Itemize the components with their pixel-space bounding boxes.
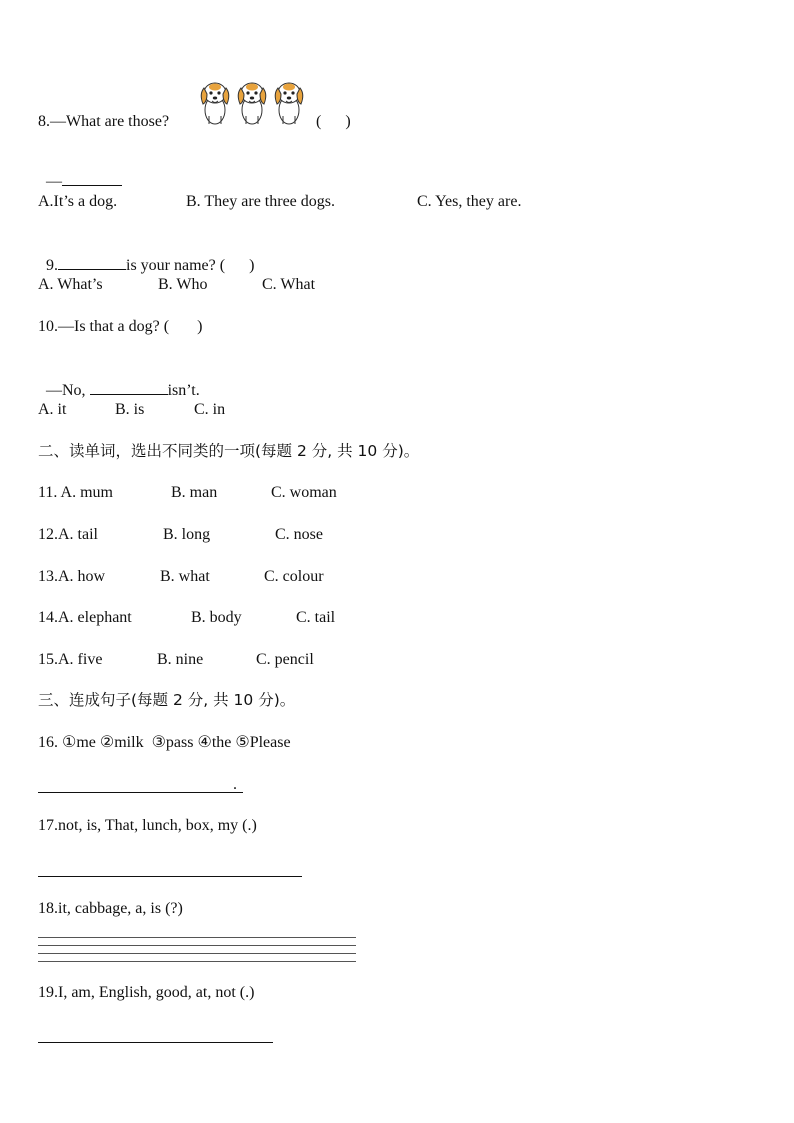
q8-paren: ( ) <box>316 113 351 130</box>
q9-option-c: C. What <box>262 276 316 293</box>
q8-answer-blank[interactable] <box>62 170 122 186</box>
q8-answer <box>38 150 122 192</box>
q16-period: . <box>233 776 237 793</box>
q15-option-a: 15.A. five <box>38 651 103 668</box>
q8-prompt: 8.—What are those? <box>38 113 170 130</box>
q8-option-a: A.It’s a dog. <box>38 193 118 210</box>
q9-option-b: B. Who <box>158 276 208 293</box>
q17-prompt: 17.not, is, That, lunch, box, my (.) <box>38 817 257 834</box>
q19-answer-line[interactable] <box>38 1042 273 1043</box>
q14-option-c: C. tail <box>296 609 336 626</box>
q16-answer-line[interactable] <box>38 792 243 793</box>
q15-option-c: C. pencil <box>256 651 314 668</box>
q9-option-a: A. What’s <box>38 276 103 293</box>
q12-option-b: B. long <box>163 526 211 543</box>
q13-option-a: 13.A. how <box>38 568 106 585</box>
q11-option-c: C. woman <box>271 484 337 501</box>
q14-option-a: 14.A. elephant <box>38 609 132 626</box>
q18-writing-line-1[interactable] <box>38 937 356 938</box>
q10-prompt: 10.—Is that a dog? ( ) <box>38 318 203 335</box>
q10-answer <box>38 359 200 401</box>
q15-option-b: B. nine <box>157 651 204 668</box>
q10-option-c: C. in <box>194 401 226 418</box>
q9-prompt <box>38 234 254 276</box>
q18-writing-line-2[interactable] <box>38 945 356 946</box>
q10-answer-suffix: isn’t. <box>167 382 200 399</box>
q10-option-a: A. it <box>38 401 67 418</box>
q10-option-b: B. is <box>115 401 145 418</box>
q17-answer-line[interactable] <box>38 876 302 877</box>
q12-option-c: C. nose <box>275 526 323 543</box>
q8-dash: — <box>46 173 62 190</box>
three-puppies-image <box>196 80 310 128</box>
q9-number: 9. <box>46 257 58 274</box>
q10-blank[interactable] <box>90 379 168 395</box>
q18-writing-line-4[interactable] <box>38 961 356 962</box>
q13-option-b: B. what <box>160 568 210 585</box>
q18-prompt: 18.it, cabbage, a, is (?) <box>38 900 183 917</box>
q13-option-c: C. colour <box>264 568 324 585</box>
q8-option-c: C. Yes, they are. <box>417 193 522 210</box>
q9-text: is your name? ( ) <box>126 257 255 274</box>
q14-option-b: B. body <box>191 609 242 626</box>
q10-answer-prefix: —No, <box>46 382 90 399</box>
q11-option-a: 11. A. mum <box>38 484 113 501</box>
q8-option-b: B. They are three dogs. <box>186 193 335 210</box>
q19-prompt: 19.I, am, English, good, at, not (.) <box>38 984 255 1001</box>
section-2-heading: 二、读单词，选出不同类的一项(每题 2 分, 共 10 分)。 <box>38 442 420 460</box>
section-3-heading: 三、连成句子(每题 2 分, 共 10 分)。 <box>38 691 296 709</box>
q12-option-a: 12.A. tail <box>38 526 98 543</box>
q18-writing-line-3[interactable] <box>38 953 356 954</box>
q16-prompt: 16. ①me ②milk ③pass ④the ⑤Please <box>38 734 291 751</box>
q11-option-b: B. man <box>171 484 218 501</box>
q9-blank[interactable] <box>58 254 126 270</box>
